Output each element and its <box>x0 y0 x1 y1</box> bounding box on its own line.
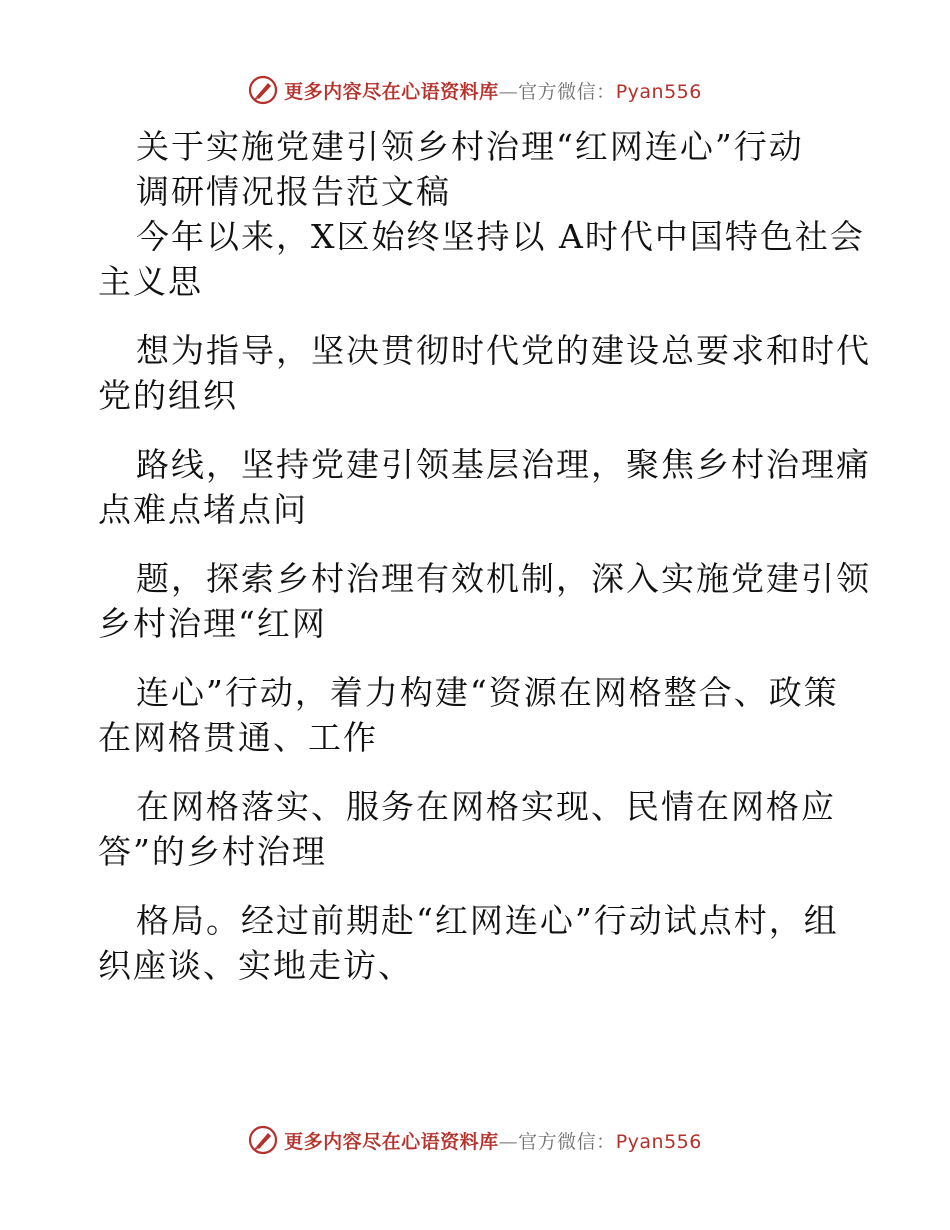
paragraph <box>98 670 858 760</box>
paragraph <box>98 214 865 304</box>
paragraph <box>98 556 871 646</box>
paragraph-line: 路线，坚持党建引领基层治理，聚焦乡村治理痛 <box>136 445 871 484</box>
paragraph-line: 乡村治理“红网 <box>98 604 327 643</box>
document-title-line-2: 调研情况报告范文稿 <box>136 172 451 211</box>
footer-brand-text: 更多内容尽在心语资料库 <box>284 1130 499 1153</box>
paragraph-line: 今年以来，X区始终坚持以 A时代中国特色社会 <box>136 217 865 256</box>
pen-logo-icon <box>248 75 278 105</box>
paragraph-line: 连心”行动，着力构建“资源在网格整合、政策 <box>136 673 839 712</box>
footer-banner <box>0 1122 950 1158</box>
header-wechat-id: Pyan556 <box>615 80 702 103</box>
paragraph-line: 在网格贯通、工作 <box>98 718 378 757</box>
paragraph-line: 格局。经过前期赴“红网连心”行动试点村，组 <box>136 901 839 940</box>
pen-logo-icon <box>248 1125 278 1155</box>
paragraph-line: 在网格落实、服务在网格实现、民情在网格应 <box>136 787 836 826</box>
paragraph-line: 想为指导，坚决贯彻时代党的建设总要求和时代 <box>136 331 871 370</box>
footer-wechat-id: Pyan556 <box>615 1130 702 1153</box>
document-title-line-1: 关于实施党建引领乡村治理“红网连心”行动 <box>136 127 804 166</box>
header-brand-text: 更多内容尽在心语资料库 <box>284 80 499 103</box>
header-separator: — <box>498 80 519 103</box>
footer-separator: — <box>498 1130 519 1153</box>
paragraph-line: 党的组织 <box>98 376 238 415</box>
paragraph-line: 织座谈、实地走访、 <box>98 946 413 985</box>
paragraph <box>98 784 858 874</box>
paragraph <box>98 898 858 988</box>
paragraph-line: 题，探索乡村治理有效机制，深入实施党建引领 <box>136 559 871 598</box>
paragraph-line: 主义思 <box>98 262 203 301</box>
header-label: 官方微信： <box>518 80 616 103</box>
paragraph-line: 答”的乡村治理 <box>98 832 327 871</box>
header-banner-text <box>284 77 702 104</box>
paragraph <box>98 442 871 532</box>
footer-banner-text <box>284 1127 702 1154</box>
document-body <box>98 124 871 988</box>
header-banner <box>0 72 950 108</box>
paragraph-line: 点难点堵点问 <box>98 490 308 529</box>
paragraph <box>98 328 871 418</box>
footer-label: 官方微信： <box>518 1130 616 1153</box>
